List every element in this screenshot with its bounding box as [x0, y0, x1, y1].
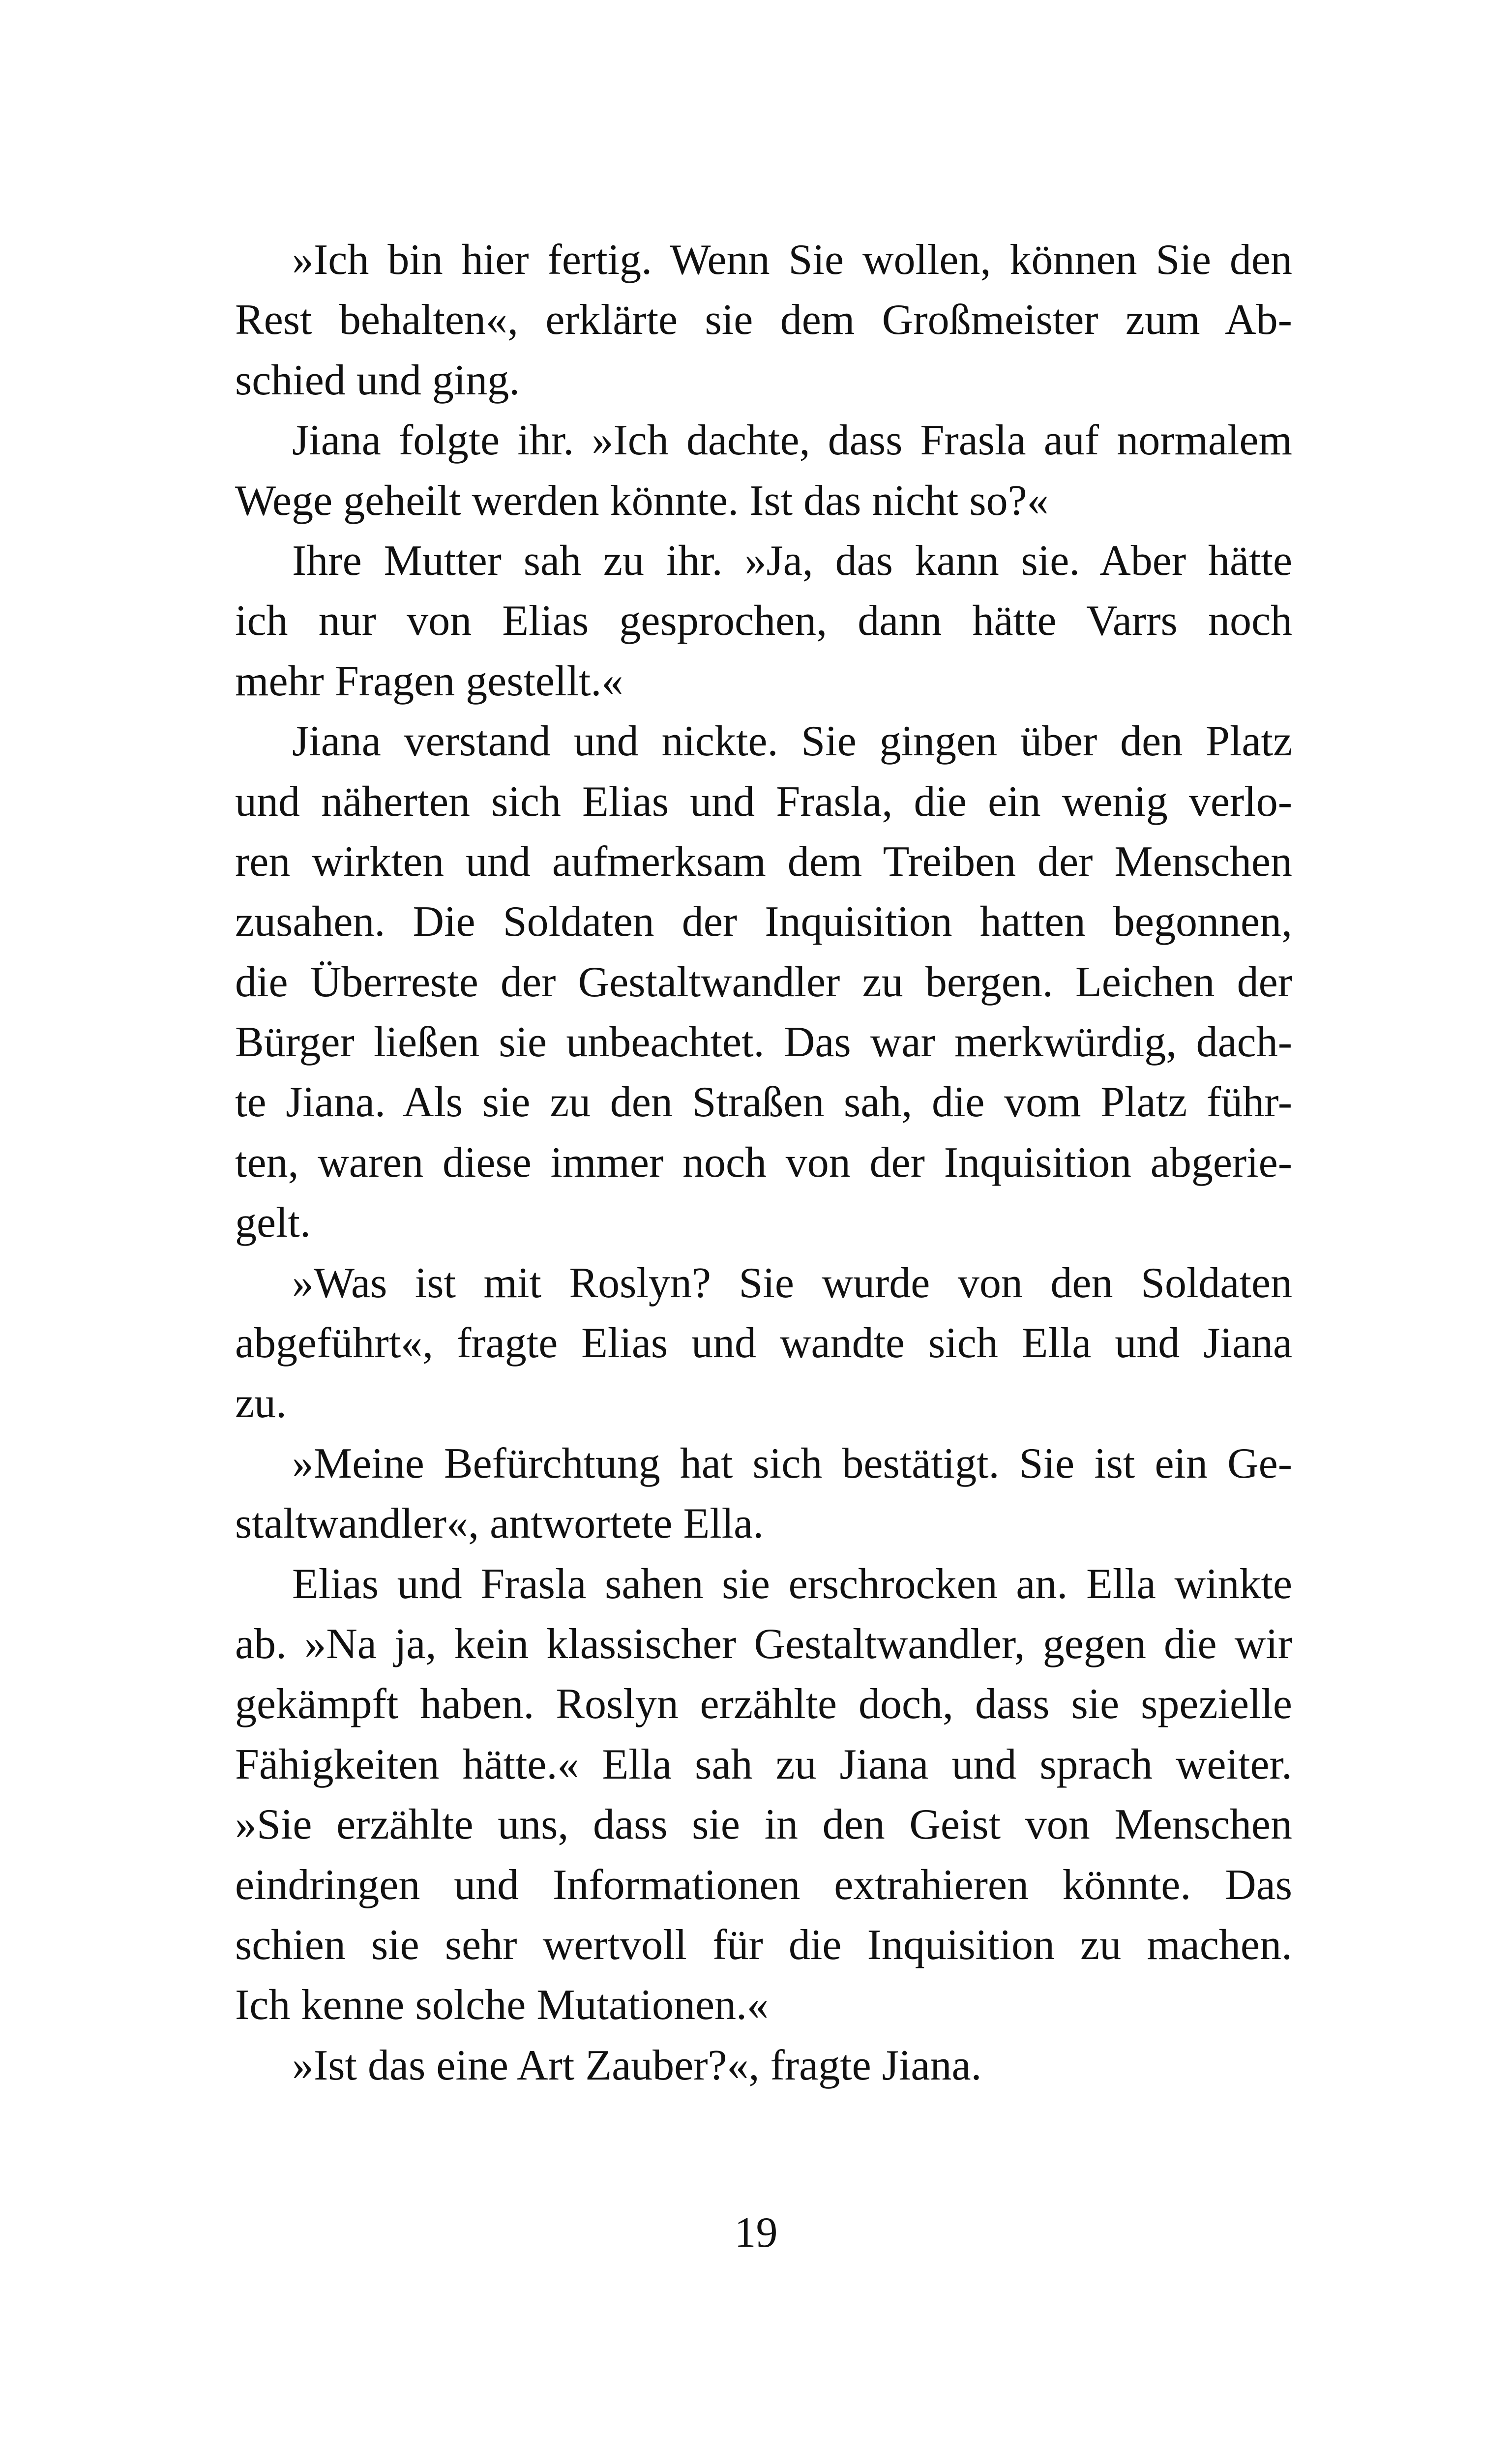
text-line: »Sie erzählte uns, dass sie in den Geist von Menschen — [235, 1801, 1292, 1849]
text-line: Bürger ließen sie unbeachtet. Das war merkwürdig, dach- — [235, 1018, 1292, 1067]
text-line: zusahen. Die Soldaten der Inquisition hatten begonnen, — [235, 898, 1292, 946]
text-line: ich nur von Elias gesprochen, dann hätte Varrs noch — [235, 597, 1292, 645]
text-line: te Jiana. Als sie zu den Straßen sah, die vom Platz führ- — [235, 1078, 1292, 1127]
text-line: und näherten sich Elias und Frasla, die ein wenig verlo- — [235, 777, 1292, 826]
text-line: schied und ging. — [235, 356, 520, 404]
text-line: Ihre Mutter sah zu ihr. »Ja, das kann sie. Aber hätte — [292, 536, 1292, 585]
text-line: schien sie sehr wertvoll für die Inquisition zu machen. — [235, 1921, 1292, 1969]
text-line: eindringen und Informationen extrahieren könnte. Das — [235, 1861, 1292, 1909]
text-line: ten, waren diese immer noch von der Inquisition abgerie- — [235, 1138, 1292, 1187]
text-line: Elias und Frasla sahen sie erschrocken an. Ella winkte — [292, 1560, 1292, 1608]
text-line: gekämpft haben. Roslyn erzählte doch, dass sie spezielle — [235, 1680, 1292, 1728]
text-line: Fähigkeiten hätte.« Ella sah zu Jiana und sprach weiter. — [235, 1740, 1292, 1788]
text-line: Jiana folgte ihr. »Ich dachte, dass Frasla auf normalem — [292, 416, 1292, 465]
text-line: staltwandler«, antwortete Ella. — [235, 1500, 764, 1548]
text-line: zu. — [235, 1379, 287, 1427]
page-number: 19 — [734, 2209, 778, 2257]
text-line: »Was ist mit Roslyn? Sie wurde von den Soldaten — [292, 1259, 1292, 1307]
text-line: Rest behalten«, erklärte sie dem Großmeister zum Ab- — [235, 296, 1292, 344]
text-line: ab. »Na ja, kein klassischer Gestaltwandler, gegen die wir — [235, 1620, 1292, 1668]
text-line: Jiana verstand und nickte. Sie gingen über den Platz — [292, 717, 1292, 766]
body-text — [235, 230, 1292, 2096]
text-line: die Überreste der Gestaltwandler zu bergen. Leichen der — [235, 958, 1292, 1006]
text-line: mehr Fragen gestellt.« — [235, 657, 623, 705]
text-line: »Meine Befürchtung hat sich bestätigt. Sie ist ein Ge- — [292, 1439, 1292, 1487]
text-line: gelt. — [235, 1199, 311, 1247]
text-line: abgeführt«, fragte Elias und wandte sich Ella und Jiana — [235, 1319, 1292, 1368]
text-line: »Ist das eine Art Zauber?«, fragte Jiana. — [292, 2041, 982, 2089]
text-line: Ich kenne solche Mutationen.« — [235, 1981, 769, 2029]
text-line: Wege geheilt werden könnte. Ist das nicht so?« — [235, 476, 1049, 525]
text-line: ren wirkten und aufmerksam dem Treiben der Menschen — [235, 837, 1292, 886]
text-line: »Ich bin hier fertig. Wenn Sie wollen, können Sie den — [292, 236, 1292, 284]
